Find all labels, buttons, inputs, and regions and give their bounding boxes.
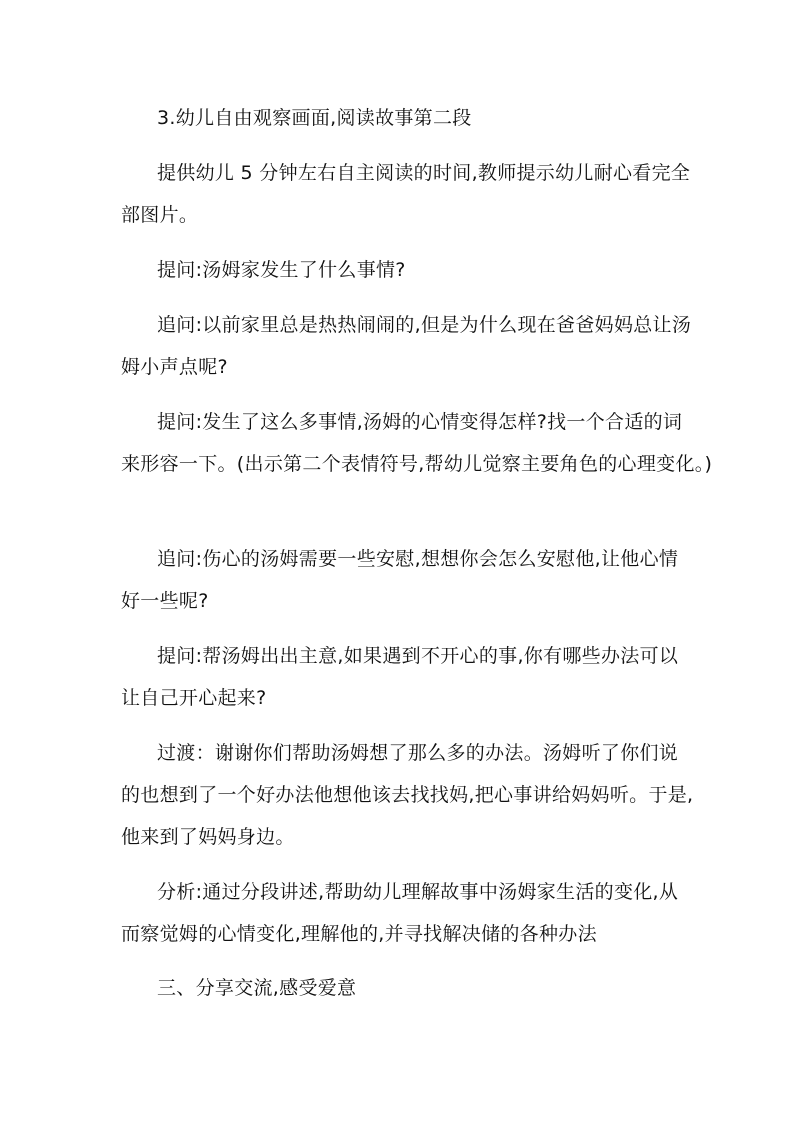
paragraph-line: 提供幼儿 5 分钟左右自主阅读的时间,教师提示幼儿耐心看完全 — [157, 162, 691, 184]
paragraph-line: 他来到了妈妈身边。 — [121, 826, 295, 848]
paragraph-line: 追问:伤心的汤姆需要一些安慰,想想你会怎么安慰他,让他心情 — [157, 548, 679, 570]
paragraph-line: 姆小声点呢? — [121, 356, 228, 378]
paragraph-line: 的也想到了一个好办法他想他该去找找妈,把心事讲给妈妈听。于是, — [121, 784, 694, 806]
paragraph-line: 让自己开心起来? — [121, 687, 267, 709]
section-heading: 三、分享交流,感受爱意 — [157, 977, 357, 999]
paragraph-line: 分析:通过分段讲述,帮助幼儿理解故事中汤姆家生活的变化,从 — [157, 881, 679, 903]
section-heading: 3.幼儿自由观察画面,阅读故事第二段 — [157, 107, 472, 129]
paragraph-line: 而察觉姆的心情变化,理解他的,并寻找解决储的各种办法 — [121, 923, 597, 945]
paragraph-line: 好一些呢? — [121, 590, 209, 612]
paragraph-line: 追问:以前家里总是热热闹闹的,但是为什么现在爸爸妈妈总让汤 — [157, 314, 692, 336]
paragraph-line: 过渡：谢谢你们帮助汤姆想了那么多的办法。汤姆听了你们说 — [157, 742, 679, 764]
paragraph-line: 部图片。 — [121, 204, 199, 226]
paragraph-line: 提问:汤姆家发生了什么事情? — [157, 259, 406, 281]
paragraph-line: 来形容一下。(出示第二个表情符号,帮幼儿觉察主要角色的心理变化。) — [121, 453, 713, 475]
paragraph-line: 提问:帮汤姆出出主意,如果遇到不开心的事,你有哪些办法可以 — [157, 645, 679, 667]
paragraph-line: 提问:发生了这么多事情,汤姆的心情变得怎样?找一个合适的词 — [157, 411, 683, 433]
